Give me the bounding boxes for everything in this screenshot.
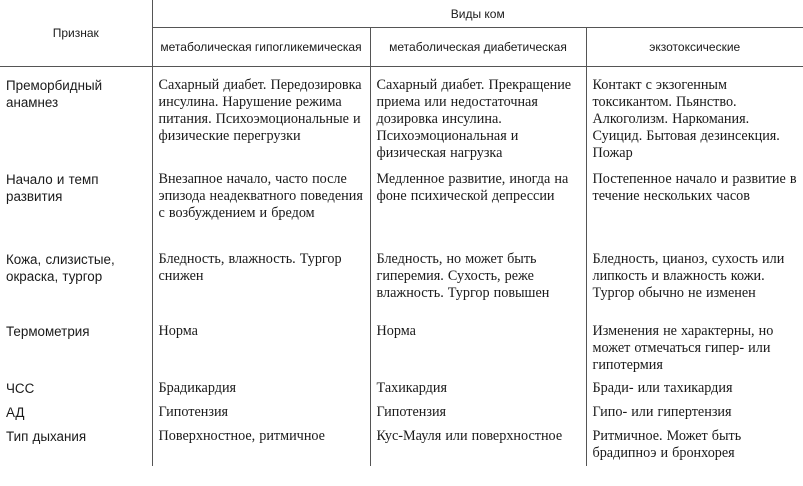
- exotoxic-cell: Ритмичное. Может быть брадипноэ и бронхорея: [592, 428, 742, 461]
- diabetic-cell: Кус-Мауля или поверхностное: [370, 426, 586, 466]
- table-row: [0, 321, 803, 378]
- coma-types-group-header: Виды ком: [152, 0, 803, 28]
- table-row: [0, 378, 803, 402]
- hypoglycemic-cell: Поверхностное, ритмичное: [152, 426, 370, 466]
- exotoxic-cell: Бради- или тахикардия: [592, 380, 733, 396]
- exotoxic-cell: Постепенное начало и развитие в течение нескольких часов: [592, 171, 797, 204]
- table-row: [0, 249, 803, 321]
- diabetic-cell: Норма: [370, 321, 586, 378]
- diabetic-cell: Гипотензия: [370, 402, 586, 426]
- table-row: [0, 169, 803, 249]
- exotoxic-cell: Гипо- или гипертензия: [592, 404, 732, 420]
- table-row: [0, 67, 803, 170]
- hypoglycemic-cell: Норма: [152, 321, 370, 378]
- diabetic-cell: Сахарный диабет. Прекращение приема или недостаточная дозировка инсулина. Психоэмоциональная и физическая нагрузка: [370, 67, 586, 170]
- table-row: [0, 426, 803, 466]
- hypoglycemic-cell: Сахарный диабет. Передозировка инсулина. Нарушение режима питания. Психоэмоциональные и физические перегрузки: [152, 67, 370, 170]
- table-header: [0, 0, 803, 67]
- hypoglycemic-cell: Гипотензия: [152, 402, 370, 426]
- feature-cell: Кожа, слизистые, окраска, тургор: [0, 249, 152, 321]
- feature-cell: Преморбидный анамнез: [0, 67, 152, 170]
- feature-cell: Тип дыхания: [0, 426, 152, 466]
- diabetic-cell: Бледность, но может быть гиперемия. Сухость, реже влажность. Тургор повышен: [370, 249, 586, 321]
- diabetic-column-header: метаболическая диабетическая: [370, 28, 586, 67]
- diabetic-cell: Тахикардия: [370, 378, 586, 402]
- diabetic-cell: Медленное развитие, иногда на фоне психической депрессии: [370, 169, 586, 249]
- table-body: [0, 67, 803, 467]
- hypoglycemic-cell: Внезапное начало, часто после эпизода неадекватного поведения с возбуждением и бредом: [152, 169, 370, 249]
- exotoxic-cell: Изменения не характерны, но может отмечаться гипер- или гипотермия: [592, 323, 774, 373]
- exotoxic-column-header: экзотоксические: [586, 28, 803, 67]
- hypoglycemic-cell: Брадикардия: [152, 378, 370, 402]
- exotoxic-cell: Бледность, цианоз, сухость или липкость и влажность кожи. Тургор обычно не изменен: [592, 251, 785, 301]
- table-row: [0, 402, 803, 426]
- hypoglycemic-cell: Бледность, влажность. Тургор снижен: [152, 249, 370, 321]
- hypoglycemic-column-header: метаболическая гипогликемическая: [152, 28, 370, 67]
- feature-cell: ЧСС: [0, 378, 152, 402]
- feature-column-header: Признак: [0, 0, 152, 67]
- feature-cell: Термометрия: [0, 321, 152, 378]
- feature-cell: Начало и темп развития: [0, 169, 152, 249]
- feature-cell: АД: [0, 402, 152, 426]
- exotoxic-cell: Контакт с экзогенным токсикантом. Пьянство. Алкоголизм. Наркомания. Суицид. Бытовая дезинсекция. Пожар: [592, 77, 780, 161]
